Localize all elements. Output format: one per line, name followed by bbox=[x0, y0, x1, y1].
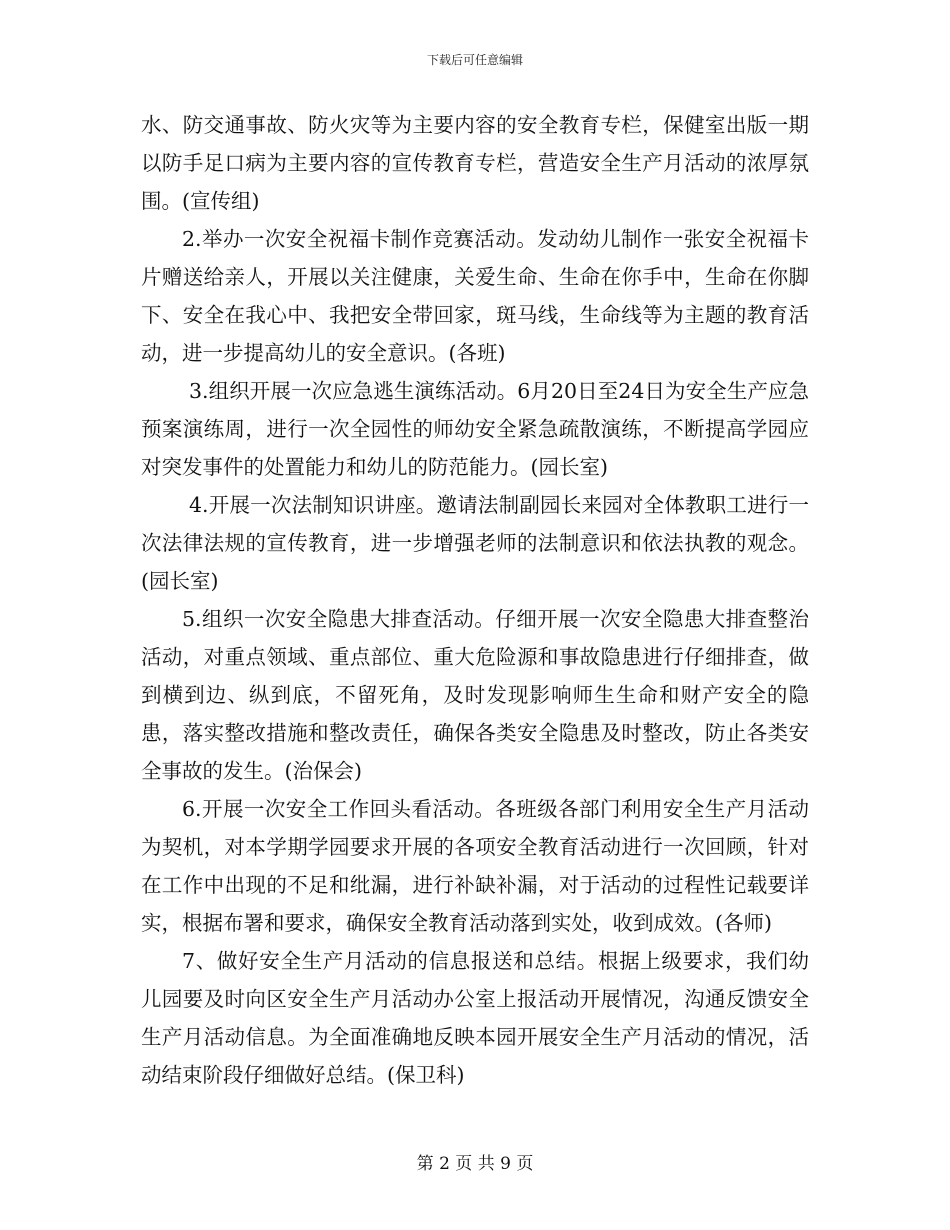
paragraph-item-2: 2.举办一次安全祝福卡制作竞赛活动。发动幼儿制作一张安全祝福卡片赠送给亲人，开展以关注健康，关爱生命、生命在你手中，生命在你脚下、安全在我心中、我把安全带回家，斑马线，生命线等为主题的教育活动，进一步提高幼儿的安全意识。(各班) bbox=[141, 227, 809, 365]
paragraph-item-6: 6.开展一次安全工作回头看活动。各班级各部门利用安全生产月活动为契机，对本学期学园要求开展的各项安全教育活动进行一次回顾，针对在工作中出现的不足和纰漏，进行补缺补漏，对于活动的过程性记载要详实，根据布署和要求，确保安全教育活动落到实处，收到成效。(各师) bbox=[141, 797, 809, 935]
page-number: 第 2 页 共 9 页 bbox=[416, 1154, 534, 1174]
paragraph-item-4: 4.开展一次法制知识讲座。邀请法制副园长来园对全体教职工进行一次法律法规的宣传教育，进一步增强老师的法制意识和依法执教的观念。(园长室) bbox=[141, 493, 809, 593]
paragraph-item-5: 5.组织一次安全隐患大排查活动。仔细开展一次安全隐患大排查整治活动，对重点领域、重点部位、重大危险源和事故隐患进行仔细排查，做到横到边、纵到底，不留死角，及时发现影响师生生命和财产安全的隐患，落实整改措施和整改责任，确保各类安全隐患及时整改，防止各类安全事故的发生。(治保会) bbox=[141, 607, 809, 783]
paragraph-continuation: 水、防交通事故、防火灾等为主要内容的安全教育专栏，保健室出版一期以防手足口病为主要内容的宣传教育专栏，营造安全生产月活动的浓厚氛围。(宣传组) bbox=[141, 113, 809, 213]
paragraph-item-3: 3.组织开展一次应急逃生演练活动。6月20日至24日为安全生产应急预案演练周，进行一次全园性的师幼安全紧急疏散演练，不断提高学园应对突发事件的处置能力和幼儿的防范能力。(园长室) bbox=[141, 379, 809, 479]
page-header-note: 下载后可任意编辑 bbox=[426, 53, 523, 67]
document-body bbox=[141, 106, 809, 1094]
paragraph-item-7: 7、做好安全生产月活动的信息报送和总结。根据上级要求，我们幼儿园要及时向区安全生产月活动办公室上报活动开展情况，沟通反馈安全生产月活动信息。为全面准确地反映本园开展安全生产月活动的情况，活动结束阶段仔细做好总结。(保卫科) bbox=[141, 949, 809, 1087]
